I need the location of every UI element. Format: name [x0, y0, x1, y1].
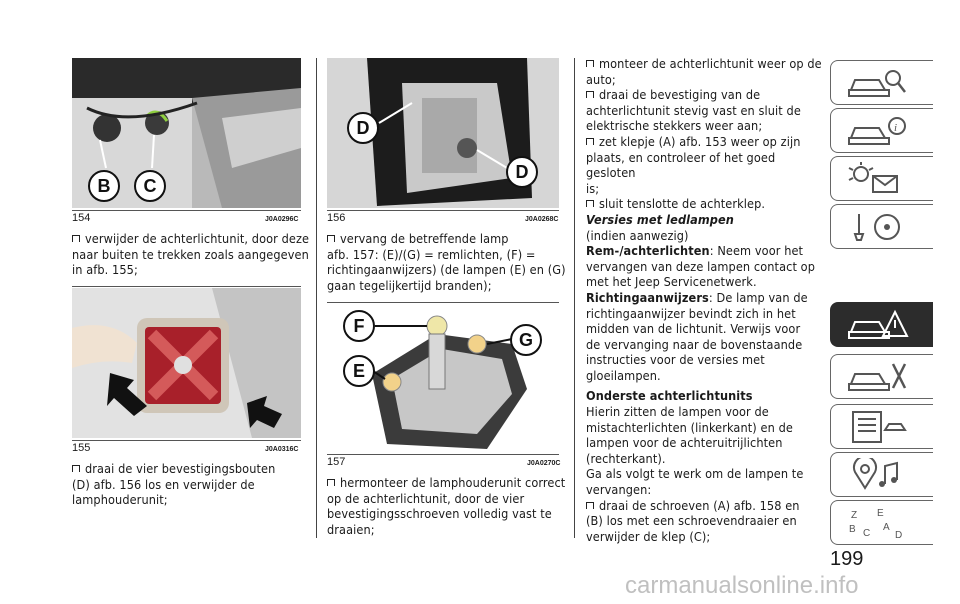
col3-text: monteer de achterlichtunit weer op de auto; draai de bevestiging van de achterlichtunit stevig vast en sluit de elektrische stekkers weer aan; zet klepje (A) afb. 153 weer op zijn plaats, en controleer of het goed gesloten is; sluit tenslotte de achterklep. Versies met ledlampen (indien aanwezig) Rem-/achterlichten: Neem voor het vervangen van deze lampen contact op met het Jeep Servicenetwerk. Richtingaanwijzers: De lamp van de richtingaanwijzer bevindt zich in het midden van de lichtunit. Verwijs voor de vervanging naar de bovenstaande instructies voor de versies met gloeilampen. Onderste achterlichtunits Hierin zitten de lampen voor de mistachterlichten (linkerkant) en de lampen voor de achteruitrijlichten (rechterkant). Ga als volgt te werk om de lampen te vervangen: draai de schroeven (A) afb. 158 en (B) los met een schroevendraaier en verwijder de klep (C);: [586, 56, 826, 544]
figure-155-image: [72, 288, 301, 438]
figure-157-image: [327, 304, 559, 452]
warning-light-mail-icon: [845, 162, 915, 196]
figure-157-rule: [327, 454, 559, 455]
watermark: carmanualsonline.info: [625, 572, 859, 599]
car-tools-icon: [845, 360, 915, 394]
figure-155-top-rule: [72, 286, 301, 287]
figure-154-code: J0A0296C: [265, 216, 299, 223]
bullet-icon: [327, 235, 335, 242]
svg-text:A: A: [883, 522, 890, 533]
tab-car-search[interactable]: [830, 60, 933, 105]
figure-157-top-rule: [327, 302, 559, 303]
section-heading-ledlampen: Versies met ledlampen: [586, 211, 734, 227]
figure-155-code: J0A0316C: [265, 446, 299, 453]
callout-e: E: [343, 355, 375, 387]
callout-d: D: [347, 112, 379, 144]
tab-safety[interactable]: [830, 204, 933, 249]
tab-technical-data[interactable]: [830, 404, 933, 449]
car-specs-icon: [845, 410, 915, 444]
column-divider-2: [574, 58, 575, 538]
figure-155-rule: [72, 440, 301, 441]
figure-157-code: J0A0270C: [527, 460, 561, 467]
bullet-icon: [72, 465, 80, 472]
page-number: 199: [830, 548, 864, 570]
car-search-icon: [845, 66, 915, 100]
bullet-icon: [72, 235, 80, 242]
figure-154-number: 154: [72, 212, 91, 224]
car-breakdown-icon: [845, 308, 915, 342]
navigation-music-icon: [845, 458, 915, 492]
column-divider-1: [316, 58, 317, 538]
bullet-icon: [586, 60, 594, 67]
index-letters-icon: [845, 506, 915, 540]
figure-155-number: 155: [72, 442, 91, 454]
bullet-icon: [327, 479, 335, 486]
figure-154-rule: [72, 210, 301, 211]
figure-156-rule: [327, 210, 559, 211]
callout-b: B: [88, 170, 120, 202]
tab-warning-lights[interactable]: [830, 156, 933, 201]
tab-index[interactable]: [830, 500, 933, 545]
svg-text:Z: Z: [851, 510, 858, 521]
figure-156-code: J0A0268C: [525, 216, 559, 223]
svg-text:B: B: [849, 524, 856, 535]
section-heading-onderste: Onderste achterlichtunits: [586, 388, 753, 404]
label-rem-achterlichten: Rem-/achterlichten: [586, 243, 710, 259]
bullet-icon: [586, 138, 594, 145]
col1-bullet-1: verwijder de achterlichtunit, door deze naar buiten te trekken zoals aangegeven in afb. 155;: [72, 231, 310, 278]
col2-bullet-1: vervang de betreffende lamp afb. 157: (E)/(G) = remlichten, (F) = richtingaanwijzers) (de lampen (E) en (G) gaan tegelijkertijd branden);: [327, 231, 566, 293]
figure-154-image: [72, 58, 301, 208]
callout-f: F: [343, 310, 375, 342]
tab-maintenance[interactable]: [830, 354, 933, 399]
svg-text:D: D: [895, 530, 903, 540]
callout-c: C: [134, 170, 166, 202]
bullet-icon: [586, 502, 594, 509]
tab-car-info[interactable]: [830, 108, 933, 153]
figure-157-number: 157: [327, 456, 346, 468]
col2-bullet-2: hermonteer de lamphouderunit correct op de achterlichtunit, door de vier bevestigingsschroeven volledig vast te draaien;: [327, 475, 566, 537]
car-info-icon: [845, 114, 915, 148]
bullet-icon: [586, 91, 594, 98]
svg-text:E: E: [877, 508, 884, 519]
bullet-icon: [586, 200, 594, 207]
figure-156-number: 156: [327, 212, 346, 224]
airbag-steering-icon: [845, 210, 915, 244]
label-richtingaanwijzers: Richtingaanwijzers: [586, 289, 709, 305]
callout-g: G: [510, 324, 542, 356]
tab-emergency[interactable]: [830, 302, 933, 347]
svg-text:i: i: [894, 122, 898, 134]
tab-multimedia[interactable]: [830, 452, 933, 497]
callout-d: D: [506, 156, 538, 188]
figure-156-image: [327, 58, 559, 208]
col1-bullet-2: draai de vier bevestigingsbouten (D) afb. 156 los en verwijder de lamphouderunit;: [72, 461, 276, 508]
svg-text:C: C: [863, 528, 871, 539]
